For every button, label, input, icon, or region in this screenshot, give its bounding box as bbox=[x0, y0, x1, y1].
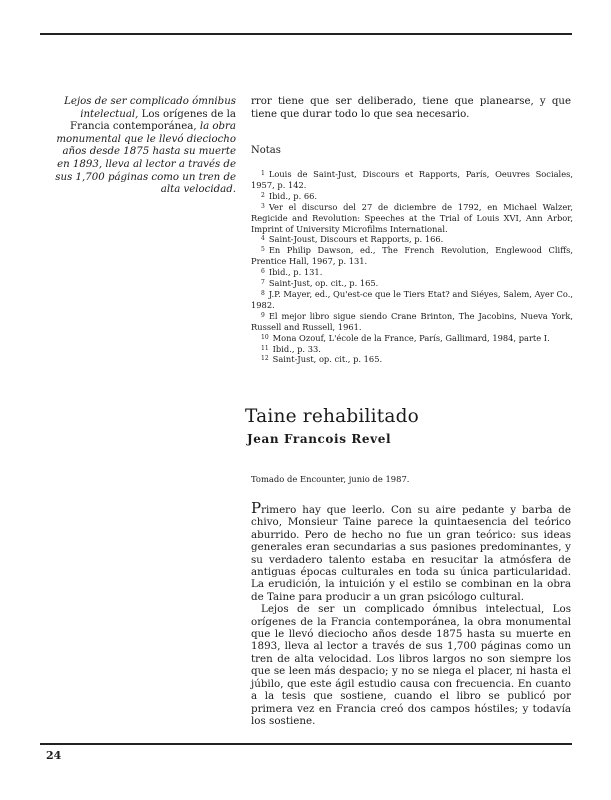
note-number: 9 bbox=[261, 311, 265, 319]
pull-quote-book-title: Los orígenes de la Francia contemporánea, bbox=[70, 108, 236, 133]
pull-quote-part1: Lejos de ser complicado ómnibus intelectual, bbox=[64, 96, 236, 120]
note-text: Mona Ozouf, L'école de la France, París, Gallimard, 1984, parte I. bbox=[272, 332, 550, 343]
note-item bbox=[251, 311, 573, 333]
top-rule bbox=[40, 33, 572, 35]
body-paragraph-2: Lejos de ser un complicado ómnibus intelectual, Los orígenes de la Francia contemporánea, la obra monumental que le llevó dieciocho años desde 1875 hasta su muerte en 1893, lleva al lector a través de sus 1,700 páginas como un tren de alta velocidad. Los libros largos no son siempre los que se leen más despacio; y no se niega el placer, ni hasta el júbilo, que este ágil estudio causa con frecuencia. En cuanto a la tesis que sostiene, cuando el libro se publicó por primera vez en Francia creó dos campos hóstiles; y todavía los sostiene. bbox=[251, 603, 571, 727]
note-number: 2 bbox=[261, 191, 265, 199]
notes-list bbox=[251, 169, 573, 365]
note-number: 3 bbox=[261, 202, 265, 210]
notes-heading: Notas bbox=[251, 145, 281, 156]
note-text: Saint-Just, op. cit., p. 165. bbox=[268, 278, 379, 289]
note-item bbox=[251, 333, 573, 344]
note-item bbox=[251, 267, 573, 278]
note-item bbox=[251, 202, 573, 235]
note-number: 11 bbox=[261, 344, 269, 352]
note-text: Ibid., p. 131. bbox=[268, 267, 323, 278]
note-item bbox=[251, 234, 573, 245]
note-number: 5 bbox=[261, 246, 265, 254]
note-item bbox=[251, 354, 573, 365]
note-text: En Philip Dawson, ed., The French Revolution, Englewood Cliffs, Prentice Hall, 1967, p. 131. bbox=[251, 245, 573, 267]
note-item bbox=[251, 245, 573, 267]
note-text: Saint-Just, op. cit., p. 165. bbox=[272, 354, 383, 365]
note-number: 7 bbox=[261, 279, 265, 287]
note-number: 12 bbox=[261, 355, 269, 363]
source-line: Tomado de Encounter, junio de 1987. bbox=[251, 474, 410, 484]
note-item bbox=[251, 191, 573, 202]
note-text: Ver el discurso del 27 de diciembre de 1792, en Michael Walzer, Regicide and Revolution: Speeches at the Trial of Louis XVI, Ann Arbor, Imprint of University Microfilms International. bbox=[251, 201, 573, 234]
drop-cap: P bbox=[251, 499, 262, 517]
note-number: 6 bbox=[261, 268, 265, 276]
note-number: 8 bbox=[261, 289, 265, 297]
note-item bbox=[251, 344, 573, 355]
note-text: Ibid., p. 66. bbox=[268, 190, 318, 201]
note-number: 4 bbox=[261, 235, 265, 243]
body-paragraph-1 bbox=[251, 499, 571, 603]
body-paragraph-1-text: rimero hay que leerlo. Con su aire pedante y barba de chivo, Monsieur Taine parece la quintaesencia del teórico aburrido. Pero de hecho no fue un gran teórico: sus ideas generales eran secundarias a sus pasiones predominantes, y su verdadero talento estaba en resucitar la atmósfera de antiguas épocas culturales en toda su única particularidad. La erudición, la intuición y el estilo se combinan en la obra de Taine para producir a un gran psicólogo cultural. bbox=[251, 504, 571, 603]
note-item bbox=[251, 289, 573, 311]
note-item bbox=[251, 278, 573, 289]
pull-quote-part3: la obra monumental que le llevó dieciocho años desde 1875 hasta su muerte en 1893, lleva al lector a través de sus 1,700 páginas como un tren de alta velocidad. bbox=[55, 121, 236, 196]
pull-quote bbox=[48, 96, 236, 197]
article-title: Taine rehabilitado bbox=[245, 406, 419, 427]
article-body bbox=[251, 499, 571, 727]
page-number: 24 bbox=[46, 749, 62, 762]
bottom-rule bbox=[40, 743, 572, 745]
note-text: El mejor libro sigue siendo Crane Brinton, The Jacobins, Nueva York, Russell and Russell, 1961. bbox=[251, 310, 573, 332]
note-text: J.P. Mayer, ed., Qu'est-ce que le Tiers Etat? and Siéyes, Salem, Ayer Co., 1982. bbox=[251, 288, 573, 310]
note-item bbox=[251, 169, 573, 191]
note-text: Ibid., p. 33. bbox=[272, 343, 321, 354]
article-author: Jean Francois Revel bbox=[247, 432, 392, 446]
note-text: Saint-Joust, Discours et Rapports, p. 166. bbox=[268, 234, 444, 245]
note-text: Louis de Saint-Just, Discours et Rapports, París, Oeuvres Sociales, 1957, p. 142. bbox=[251, 169, 573, 190]
note-number: 10 bbox=[261, 333, 269, 341]
continuation-text: rror tiene que ser deliberado, tiene que planearse, y que tiene que durar todo lo que sea necesario. bbox=[251, 96, 571, 120]
note-number: 1 bbox=[261, 170, 265, 177]
